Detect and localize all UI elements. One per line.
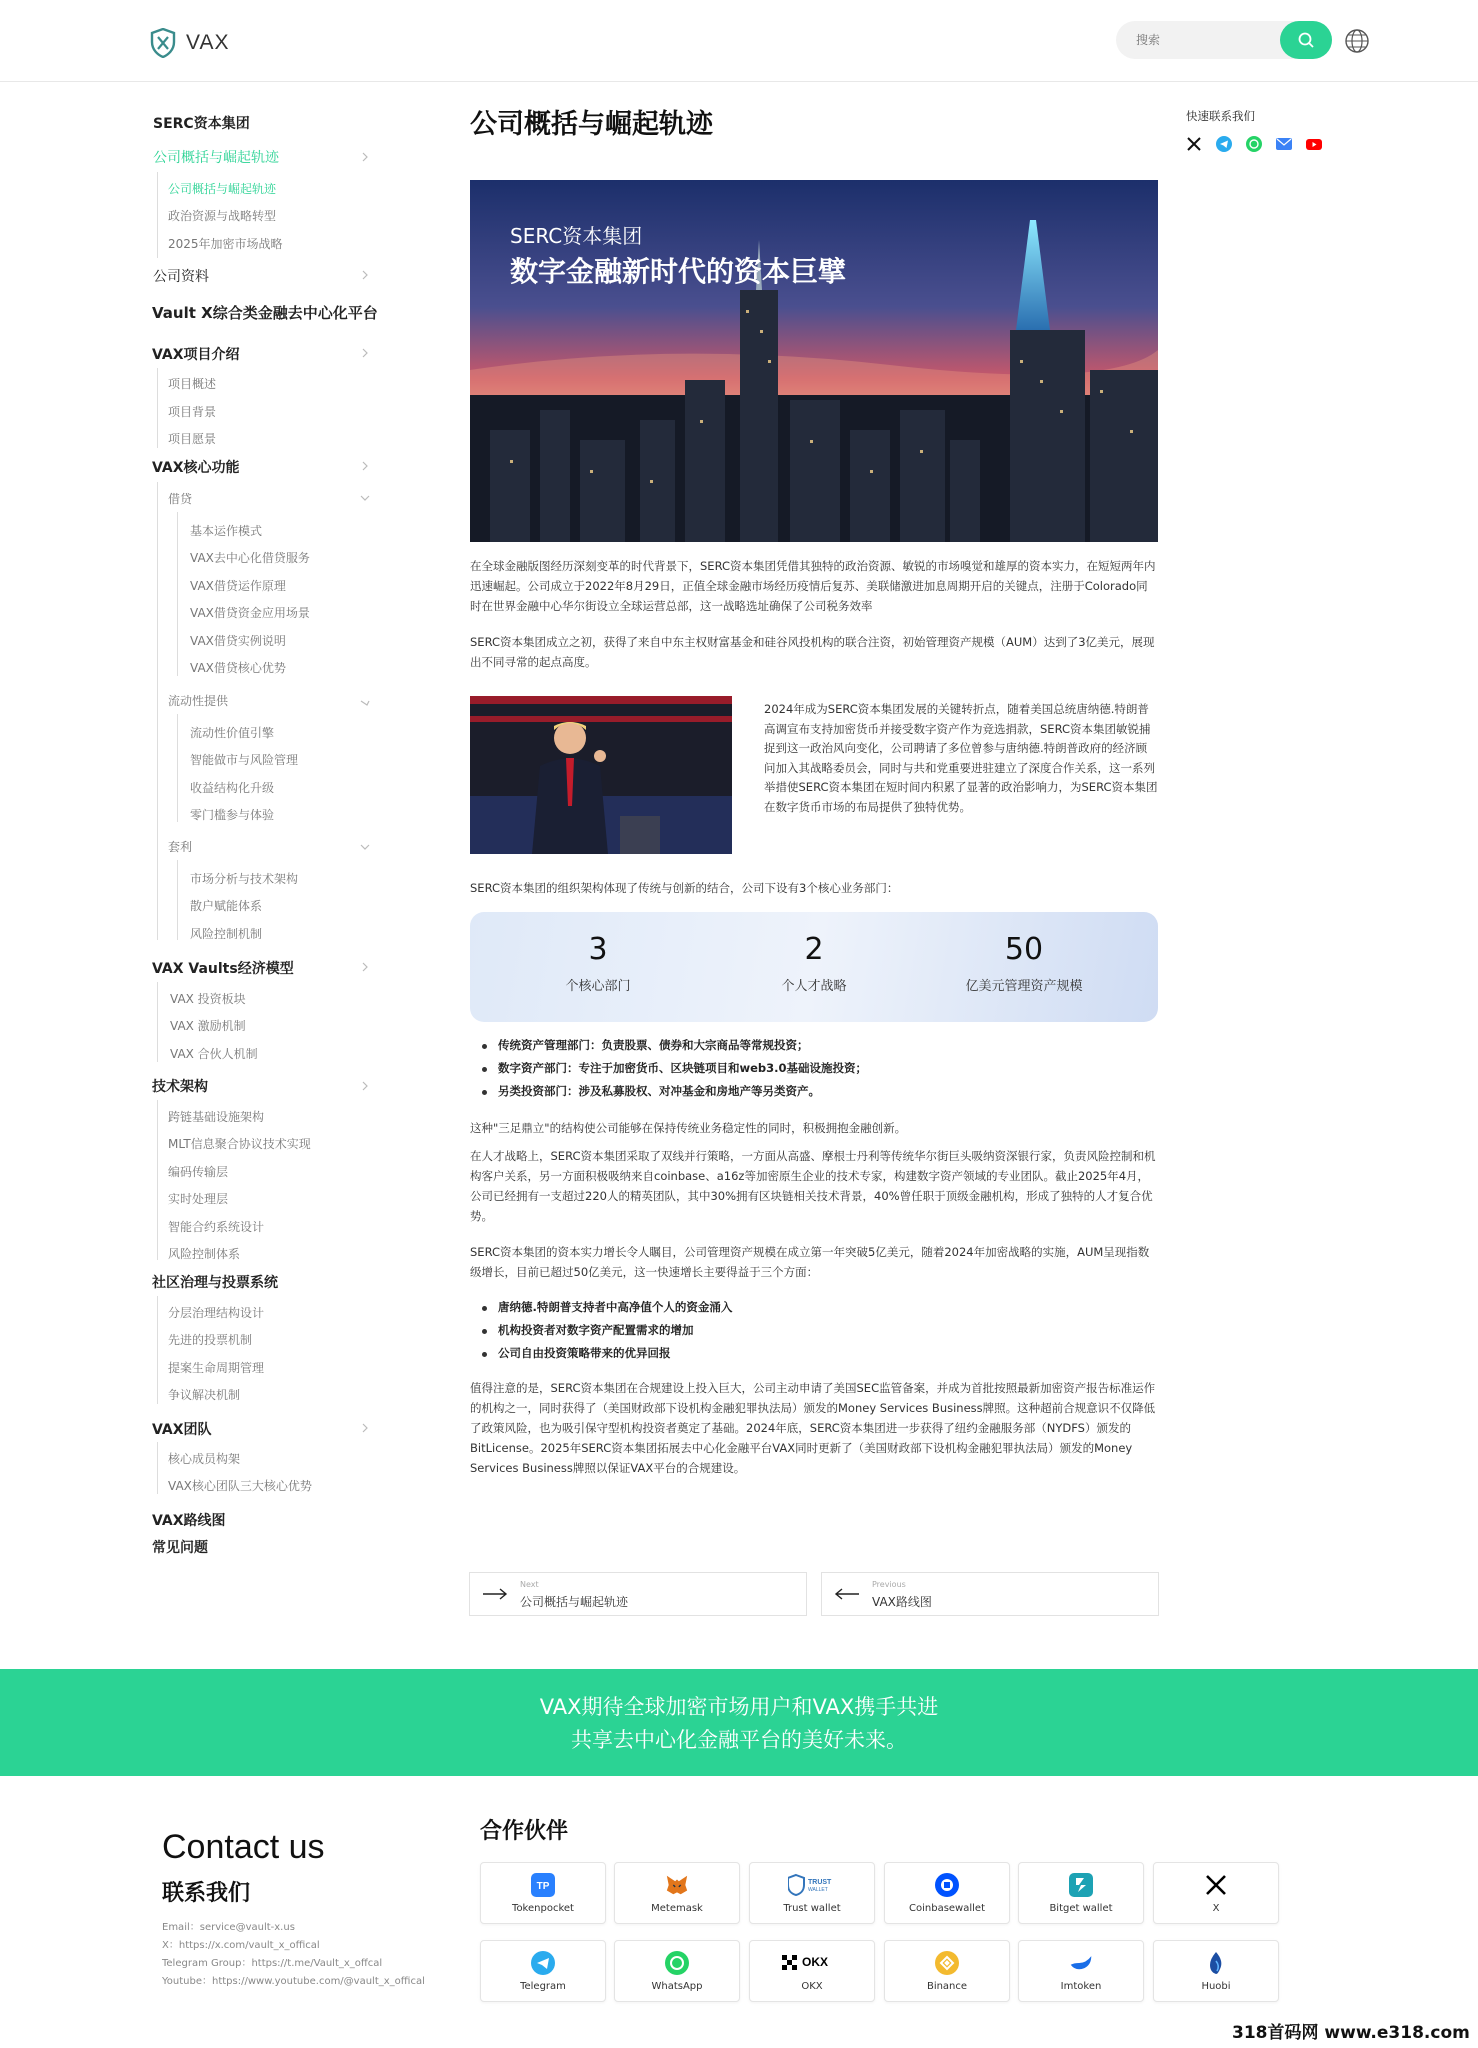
divider (157, 482, 158, 940)
imtoken-icon (1069, 1951, 1093, 1975)
arrow-left-icon (834, 1587, 860, 1601)
sidebar-item[interactable]: 先进的投票机制 (168, 1333, 253, 1347)
paragraph: SERC资本集团的组织架构体现了传统与创新的结合，公司下设有3个核心业务部门： (470, 881, 899, 895)
divider (157, 982, 158, 1062)
contact-email[interactable]: Email：service@vault-x.us (162, 1922, 295, 1933)
sidebar-item[interactable]: VAX 合伙人机制 (170, 1047, 258, 1061)
quick-contact-title: 快速联系我们 (1186, 109, 1255, 123)
top-header (0, 0, 1478, 82)
hero-image (470, 180, 1158, 542)
sidebar-group-governance[interactable]: 社区治理与投票系统 (152, 1275, 278, 1291)
sidebar-item[interactable]: MLT信息聚合协议技术实现 (168, 1137, 311, 1151)
chevron-right-icon (360, 461, 370, 471)
whatsapp-icon[interactable] (1246, 136, 1262, 152)
paragraph: SERC资本集团的资本实力增长令人瞩目，公司管理资产规模在成立第一年突破5亿美元，随着2024年加密战略的实施，AUM呈现指数级增长，目前已超过50亿美元，这一快速增长主要得益于三个方面： (470, 1245, 1150, 1279)
x-icon (1204, 1873, 1228, 1897)
paragraph: 在人才战略上，SERC资本集团采取了双线并行策略，一方面从高盛、摩根士丹利等传统华尔街巨头吸纳资深银行家，负责风险控制和机构客户关系，另一方面积极吸纳来自coinbase、a16z等加密原生企业的技术专家，构建数字资产领域的专业团队。截止2025年4月，公司已经拥有一支超过220人的精英团队，其中30%拥有区块链相关技术背景，40%曾任职于顶级金融机构，形成了独特的人才复合优势。 (470, 1149, 1156, 1223)
banner-line-2: 共享去中心化金融平台的美好未来。 (571, 1728, 907, 1752)
list-item: 传统资产管理部门：负责股票、债券和大宗商品等常规投资； (482, 1034, 1142, 1057)
chevron-right-icon (360, 1081, 370, 1091)
paragraph: 值得注意的是，SERC资本集团在合规建设上投入巨大，公司主动申请了美国SEC监管备案，并成为首批按照最新加密资产报告标准运作的机构之一，同时获得了（美国财政部下设机构金融犯罪执法局）颁发的Money Services Business牌照。这种超前合规意识不仅降低了政策风险，也为吸引保守型机构投资者奠定了基础。2024年底，SERC资本集团进一步获得了纽约金融服务部（NYDFS）颁发的BitLicense。2025年SERC资本集团拓展去中心化金融平台VAX同时更新了（美国财政部下设机构金融犯罪执法局）颁发的Money Services Business牌照以保证VAX平台的合规建设。 (470, 1381, 1156, 1475)
chevron-right-icon (360, 152, 370, 162)
sidebar-item[interactable]: VAX 投资板块 (170, 992, 246, 1006)
partner-name: Bitget wallet (1049, 1903, 1113, 1914)
sidebar-item[interactable]: 收益结构化升级 (190, 781, 275, 795)
arrow-right-icon (482, 1587, 508, 1601)
partner-name: Huobi (1201, 1981, 1231, 1992)
partner-huobi[interactable] (1153, 1940, 1279, 2002)
partner-telegram[interactable] (480, 1940, 606, 2002)
bitget-icon (1069, 1873, 1093, 1897)
sidebar-item[interactable]: VAX 激励机制 (170, 1019, 246, 1033)
watermark-text: 318首码网 www.e318.com (1232, 2023, 1470, 2043)
sidebar-item[interactable]: 分层治理结构设计 (168, 1306, 265, 1320)
sidebar-item[interactable]: 2025年加密市场战略 (168, 237, 283, 251)
sidebar-group-vax-core[interactable]: VAX核心功能 (152, 460, 240, 476)
coinbase-icon (935, 1873, 959, 1897)
svg-text:TRUST: TRUST (808, 1879, 832, 1886)
contact-youtube[interactable]: Youtube：https://www.youtube.com/@vault_x_offical (162, 1976, 425, 1987)
stat-item (714, 932, 914, 994)
sidebar-group-team[interactable]: VAX团队 (152, 1422, 212, 1438)
sidebar-item[interactable]: VAX去中心化借贷服务 (190, 551, 310, 565)
list-item: 数字资产部门：专注于加密货币、区块链项目和web3.0基础设施投资； (482, 1057, 1142, 1080)
sidebar-subgroup-lending[interactable]: 借贷 (168, 492, 193, 506)
sidebar-item[interactable]: 智能合约系统设计 (168, 1220, 265, 1234)
sidebar-item[interactable]: 项目概述 (168, 377, 217, 391)
hero-title: 数字金融新时代的资本巨擘 (510, 255, 847, 288)
chevron-right-icon (360, 348, 370, 358)
speaker-image (470, 696, 732, 854)
list-item: 唐纳德.特朗普支持者中高净值个人的资金涌入 (482, 1296, 1142, 1319)
sidebar-item[interactable]: VAX借贷核心优势 (190, 661, 286, 675)
sidebar-item[interactable]: VAX核心团队三大核心优势 (168, 1479, 312, 1493)
stat-value: 3 (588, 932, 608, 967)
previous-page-link[interactable] (821, 1572, 1159, 1616)
telegram-icon (531, 1951, 555, 1975)
chevron-right-icon (360, 270, 370, 280)
metamask-icon (665, 1873, 689, 1897)
sidebar-item[interactable]: 市场分析与技术架构 (190, 872, 299, 886)
sidebar-item[interactable]: 零门槛参与体验 (190, 808, 275, 822)
search-button[interactable] (1280, 21, 1332, 59)
divider (177, 860, 178, 940)
contact-telegram[interactable]: Telegram Group：https://t.me/Vault_x_offcal (162, 1958, 383, 1969)
logo-link[interactable] (150, 28, 229, 58)
sidebar-item[interactable]: 风险控制机制 (190, 927, 263, 941)
cta-banner (0, 1669, 1478, 1776)
search-box (1116, 21, 1332, 59)
chevron-down-icon (360, 493, 370, 503)
contact-subtitle: 联系我们 (162, 1881, 251, 1906)
hero-subtitle: SERC资本集团 (510, 224, 643, 248)
email-icon[interactable] (1276, 136, 1292, 152)
partner-tokenpocket[interactable] (480, 1862, 606, 1924)
sidebar-group-roadmap[interactable]: VAX路线图 (152, 1513, 226, 1529)
svg-text:TP: TP (536, 1881, 550, 1892)
partner-x[interactable] (1153, 1862, 1279, 1924)
whatsapp-icon (665, 1951, 689, 1975)
sidebar-group-vaults[interactable]: VAX Vaults经济模型 (152, 961, 294, 977)
divider (157, 1442, 158, 1494)
huobi-icon (1204, 1951, 1228, 1975)
chevron-right-icon (360, 1423, 370, 1433)
stat-value: 50 (1004, 932, 1044, 967)
divider (157, 1296, 158, 1404)
partner-name: Imtoken (1060, 1981, 1102, 1992)
sidebar-item[interactable]: 争议解决机制 (168, 1388, 241, 1402)
sidebar-item[interactable]: 风险控制体系 (168, 1247, 241, 1261)
sidebar-subgroup-liquidity[interactable]: 流动性提供 (168, 694, 229, 708)
stat-label: 个人才战略 (781, 979, 847, 994)
sidebar-item[interactable]: VAX借贷资金应用场景 (190, 606, 310, 620)
partner-name: Binance (926, 1981, 968, 1992)
partner-trust-wallet[interactable] (749, 1862, 875, 1924)
list-item: 机构投资者对数字资产配置需求的增加 (482, 1319, 1142, 1342)
speaker-photo (470, 696, 732, 854)
stat-value: 2 (804, 932, 824, 967)
sidebar-subgroup-arbitrage[interactable]: 套利 (168, 840, 193, 854)
divider (157, 368, 158, 448)
contact-x[interactable]: X：https://x.com/vault_x_offical (162, 1940, 320, 1951)
sidebar-item[interactable]: 智能做市与风险管理 (190, 753, 299, 767)
sidebar-item[interactable]: 项目愿景 (168, 432, 217, 446)
partner-name: Metemask (651, 1903, 703, 1914)
list-item: 另类投资部门：涉及私募股权、对冲基金和房地产等另类资产。 (482, 1080, 1142, 1103)
pager-direction: Next (520, 1580, 539, 1589)
trust-wallet-icon (788, 1873, 836, 1897)
okx-icon (780, 1951, 844, 1975)
sidebar-item[interactable]: 项目背景 (168, 405, 217, 419)
stat-label: 亿美元管理资产规模 (965, 979, 1083, 994)
stats-card (470, 912, 1158, 1022)
paragraph: 2024年成为SERC资本集团发展的关键转折点，随着美国总统唐纳德.特朗普高调宣布支持加密货币并接受数字资产作为竞选捐款，SERC资本集团敏锐捕捉到这一政治风向变化，公司聘请了多位曾参与唐纳德.特朗普政府的经济顾问加入其战略委员会，同时与共和党重要进驻建立了深度合作关系，这一系列举措使SERC资本集团在短时间内积累了显著的政治影响力，为SERC资本集团在数字货币市场的布局提供了独特优势。 (764, 702, 1158, 814)
partner-coinbase[interactable] (884, 1862, 1010, 1924)
binance-icon (935, 1951, 959, 1975)
list-item: 公司自由投资策略带来的优异回报 (482, 1342, 1142, 1365)
banner-line-1: VAX期待全球加密市场用户和VAX携手共进 (539, 1695, 939, 1719)
partner-name: OKX (801, 1981, 823, 1992)
logo-text: VAX (186, 31, 230, 54)
divider (157, 172, 158, 258)
youtube-icon[interactable] (1306, 136, 1322, 152)
sidebar-group-tech[interactable]: 技术架构 (152, 1079, 208, 1095)
paragraph: 这种"三足鼎立"的结构使公司能够在保持传统业务稳定性的同时，积极拥抱金融创新。 (470, 1121, 907, 1135)
telegram-icon[interactable] (1216, 136, 1232, 152)
quick-contact-icons (1186, 136, 1322, 152)
sidebar-item[interactable]: 基本运作模式 (190, 524, 263, 538)
sidebar-item[interactable]: 核心成员构架 (168, 1452, 241, 1466)
contact-title: Contact us (162, 1828, 325, 1866)
svg-text:WALLET: WALLET (808, 1887, 828, 1893)
sidebar-item[interactable]: 跨链基础设施架构 (168, 1110, 265, 1124)
partner-metamask[interactable] (614, 1862, 740, 1924)
sidebar-group-serc[interactable]: SERC资本集团 (153, 116, 250, 132)
sidebar-item[interactable]: 流动性价值引擎 (190, 726, 275, 740)
sidebar-item[interactable]: 实时处理层 (168, 1192, 229, 1206)
chevron-down-icon (360, 698, 370, 708)
chevron-right-icon (360, 962, 370, 972)
partner-name: X (1212, 1903, 1220, 1914)
partner-binance[interactable] (884, 1940, 1010, 2002)
sidebar-group-faq[interactable]: 常见问题 (152, 1540, 208, 1556)
sidebar-item[interactable]: 公司概括与崛起轨迹 (168, 182, 277, 196)
chevron-down-icon (360, 842, 370, 852)
sidebar-item[interactable]: VAX借贷运作原理 (190, 579, 286, 593)
growth-list (482, 1296, 1142, 1365)
stat-item (498, 932, 698, 994)
pager-direction: Previous (872, 1580, 906, 1589)
partner-whatsapp[interactable] (614, 1940, 740, 2002)
department-list (482, 1034, 1142, 1103)
pager-label: 公司概括与崛起轨迹 (520, 1595, 629, 1609)
stat-item (924, 932, 1124, 994)
x-icon[interactable] (1186, 136, 1202, 152)
paragraph: 在全球金融版图经历深刻变革的时代背景下，SERC资本集团凭借其独特的政治资源、敏锐的市场嗅觉和雄厚的资本实力，在短短两年内迅速崛起。公司成立于2022年8月29日，正值全球金融市场经历疫情后复苏、美联储激进加息周期开启的关键点，注册于Colorado同时在世界金融中心华尔街设立全球运营总部，这一战略选址确保了公司税务效率 (470, 559, 1156, 613)
partners-title: 合作伙伴 (480, 1819, 569, 1844)
language-globe-icon[interactable] (1344, 28, 1370, 54)
pager-label: VAX路线图 (872, 1595, 932, 1609)
shield-logo-icon (150, 28, 176, 58)
tokenpocket-icon (531, 1873, 555, 1897)
partner-name: WhatsApp (651, 1981, 703, 1992)
sidebar-item[interactable]: VAX借贷实例说明 (190, 634, 286, 648)
paragraph: SERC资本集团成立之初，获得了来自中东主权财富基金和硅谷风投机构的联合注资，初始管理资产规模（AUM）达到了3亿美元，展现出不同寻常的起点高度。 (470, 635, 1155, 669)
sidebar-group-vaultx[interactable]: Vault X综合类金融去中心化平台 (152, 304, 378, 322)
stat-label: 个核心部门 (565, 979, 631, 994)
sidebar-group-company-info[interactable]: 公司资料 (153, 269, 209, 285)
partner-name: Telegram (520, 1981, 566, 1992)
search-icon (1297, 31, 1315, 49)
partner-name: Coinbasewallet (909, 1903, 985, 1914)
partner-bitget[interactable] (1018, 1862, 1144, 1924)
sidebar-group-vax-intro[interactable]: VAX项目介绍 (152, 347, 240, 363)
sidebar-group-overview[interactable]: 公司概括与崛起轨迹 (153, 150, 279, 166)
sidebar-item[interactable]: 散户赋能体系 (190, 899, 263, 913)
partner-imtoken[interactable] (1018, 1940, 1144, 2002)
divider (157, 1100, 158, 1260)
sidebar-item[interactable]: 政治资源与战略转型 (168, 209, 277, 223)
divider (177, 512, 178, 676)
next-page-link[interactable] (469, 1572, 807, 1616)
sidebar-item[interactable]: 提案生命周期管理 (168, 1361, 265, 1375)
svg-text:OKX: OKX (802, 1955, 829, 1969)
page-title: 公司概括与崛起轨迹 (470, 109, 713, 140)
partner-okx[interactable] (749, 1940, 875, 2002)
partner-name: Tokenpocket (512, 1903, 574, 1914)
search-input[interactable] (1136, 30, 1276, 50)
partner-name: Trust wallet (783, 1903, 841, 1914)
sidebar-item[interactable]: 编码传输层 (168, 1165, 229, 1179)
divider (177, 714, 178, 822)
